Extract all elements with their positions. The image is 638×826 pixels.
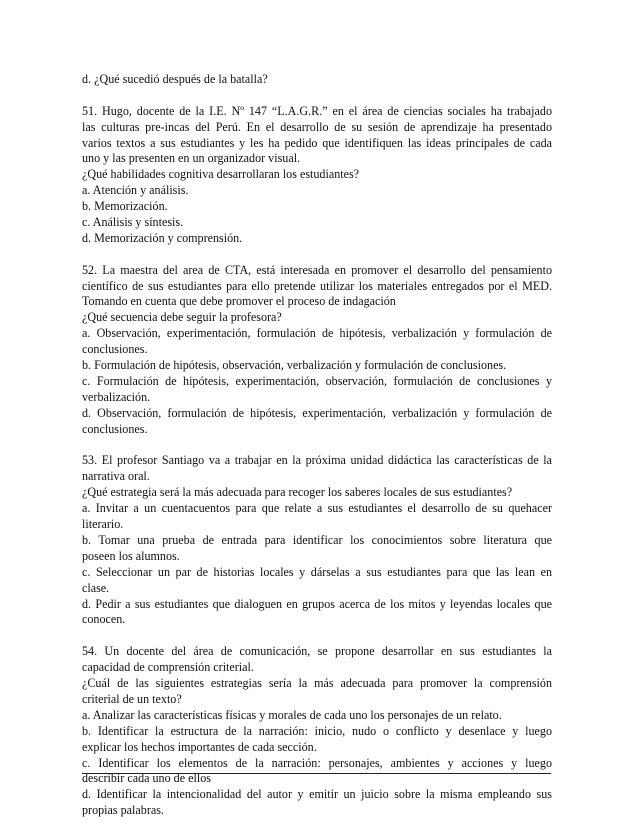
paragraph-spacer: [82, 247, 552, 263]
paragraph-spacer: [82, 438, 552, 454]
question-53-option-c: c. Seleccionar un par de historias locales y dárselas a sus estudiantes para que las lean en: [82, 564, 552, 579]
question-52-option-a-cont: conclusiones.: [82, 342, 148, 357]
paragraph-spacer: [82, 88, 552, 104]
question-53-option-a: a. Invitar a un cuentacuentos para que relate a sus estudiantes el desarrollo de su quehacer: [82, 501, 552, 516]
question-53: [82, 453, 552, 628]
question-53-option-d-cont: conocen.: [82, 612, 126, 627]
question-51-prompt: ¿Qué habilidades cognitiva desarrollaran los estudiantes?: [82, 167, 360, 182]
question-54: [82, 644, 552, 819]
question-53-option-b: b. Tomar una prueba de entrada para identificar los conocimientos sobre literatura que: [82, 532, 552, 547]
question-54-option-d-cont: propias palabras.: [82, 803, 164, 818]
question-52-prompt: ¿Qué secuencia debe seguir la profesora?: [82, 310, 282, 325]
question-51-stem-line: varios textos a sus estudiantes y les ha pedido que identifiquen las ideas principales de cada: [82, 135, 552, 150]
question-53-option-d: d. Pedir a sus estudiantes que dialoguen en grupos acerca de los mitos y leyendas locales que: [82, 596, 552, 611]
question-52-stem-line: 52. La maestra del area de CTA, está interesada en promover el desarrollo del pensamiento: [82, 262, 552, 277]
question-52-option-d: d. Observación, formulación de hipótesis, experimentación, verbalización y formulación de: [82, 405, 552, 420]
question-54-option-b-cont: explicar los hechos importantes de cada sección.: [82, 739, 317, 754]
question-52-option-a: a. Observación, experimentación, formulación de hipótesis, verbalización y formulación de: [82, 326, 552, 341]
question-51-stem-line: las culturas pre-incas del Perú. En el desarrollo de su sesión de aprendizaje ha presentado: [82, 119, 552, 134]
question-54-prompt-cont: criterial de un texto?: [82, 691, 182, 706]
question-54-option-d: d. Identificar la intencionalidad del autor y emitir un juicio sobre la misma empleando sus: [82, 787, 552, 802]
question-52-option-c: c. Formulación de hipótesis, experimentación, observación, formulación de conclusiones y: [82, 374, 552, 388]
question-54-stem-line: 54. Un docente del área de comunicación, se propone desarrollar en sus estudiantes la: [82, 644, 552, 659]
question-52-option-b: b. Formulación de hipótesis, observación, verbalización y formulación de conclusiones.: [82, 358, 507, 373]
question-54-option-c: c. Identificar los elementos de la narración: personajes, ambientes y acciones y luego: [82, 755, 552, 770]
question-53-option-b-cont: poseen los alumnos.: [82, 548, 180, 563]
question-53-stem-line: 53. El profesor Santiago va a trabajar en la próxima unidad didáctica las características de la: [82, 453, 552, 468]
question-50-option-d: d. ¿Qué sucedió después de la batalla?: [82, 72, 268, 86]
question-54-stem-line: capacidad de comprensión criterial.: [82, 660, 254, 675]
question-53-option-c-cont: clase.: [82, 580, 110, 595]
question-51: [82, 104, 552, 247]
footer-rule: [82, 773, 551, 774]
question-54-option-a: a. Analizar las características físicas y morales de cada uno los personajes de un relato.: [82, 707, 502, 722]
question-52-option-c-cont: verbalización.: [82, 389, 151, 404]
question-54-prompt: ¿Cuál de las siguientes estrategias sería la más adecuada para promover la comprensión: [82, 676, 552, 690]
question-52: [82, 263, 552, 438]
question-54-option-b: b. Identificar la estructura de la narración: inicio, nudo o conflicto y desenlace y luego: [82, 723, 552, 738]
question-51-option-a: a. Atención y análisis.: [82, 183, 189, 198]
question-52-option-d-cont: conclusiones.: [82, 421, 148, 436]
question-54-option-c-cont: describir cada uno de ellos: [82, 771, 211, 786]
question-52-stem-line: científico de sus estudiantes para ello pretende utilizar los materiales entregados por el MED.: [82, 278, 552, 293]
document-page: [82, 72, 552, 819]
question-51-option-c: c. Análisis y síntesis.: [82, 215, 184, 230]
question-51-option-b: b. Memorización.: [82, 199, 168, 214]
paragraph-spacer: [82, 628, 552, 644]
question-53-stem-line: narrativa oral.: [82, 469, 150, 484]
question-51-option-d: d. Memorización y comprensión.: [82, 230, 243, 245]
question-51-stem-line: uno y las presenten en un organizador visual.: [82, 151, 301, 166]
question-53-option-a-cont: literario.: [82, 517, 124, 532]
question-52-stem-line: Tomando en cuenta que debe promover el proceso de indagación: [82, 294, 396, 309]
question-53-prompt: ¿Qué estrategia será la más adecuada para recoger los saberes locales de sus estudiantes?: [82, 485, 513, 500]
question-51-stem-line: 51. Hugo, docente de la I.E. Nº 147 “L.A.G.R.” en el área de ciencias sociales ha trabajado: [82, 103, 552, 118]
